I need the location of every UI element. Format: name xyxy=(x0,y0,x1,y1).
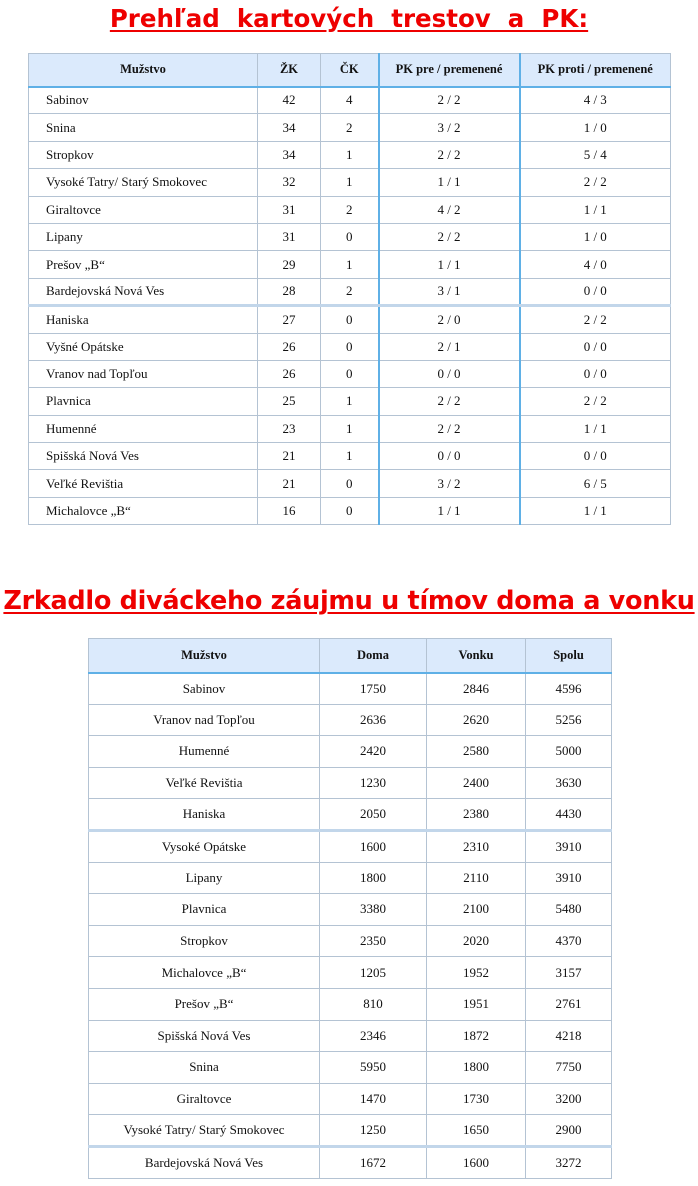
table-row xyxy=(29,87,671,114)
penalties-against-cell: 2 / 2 xyxy=(520,306,671,333)
yellow-cards-cell: 31 xyxy=(258,196,321,223)
penalties-for-cell: 2 / 2 xyxy=(379,415,520,442)
table-row xyxy=(89,862,612,894)
yellow-cards-cell: 28 xyxy=(258,278,321,305)
penalties-against-cell: 1 / 0 xyxy=(520,223,671,250)
red-cards-cell: 0 xyxy=(321,360,379,387)
yellow-cards-cell: 31 xyxy=(258,223,321,250)
penalties-against-cell: 1 / 1 xyxy=(520,196,671,223)
team-cell: Lipany xyxy=(89,862,320,894)
table-row xyxy=(29,306,671,333)
team-cell: Prešov „B“ xyxy=(29,251,258,278)
penalties-for-cell: 3 / 2 xyxy=(379,114,520,141)
penalties-against-cell: 1 / 0 xyxy=(520,114,671,141)
team-cell: Haniska xyxy=(29,306,258,333)
home-cell: 2350 xyxy=(320,925,427,957)
team-cell: Plavnica xyxy=(29,388,258,415)
table-row xyxy=(89,1146,612,1178)
header-yellow-cards: ŽK xyxy=(258,54,321,87)
penalties-for-cell: 2 / 2 xyxy=(379,87,520,114)
red-cards-cell: 0 xyxy=(321,306,379,333)
team-cell: Sabinov xyxy=(89,673,320,705)
yellow-cards-cell: 42 xyxy=(258,87,321,114)
home-cell: 2050 xyxy=(320,799,427,831)
red-cards-cell: 0 xyxy=(321,470,379,497)
header-away: Vonku xyxy=(427,639,526,673)
team-cell: Humenné xyxy=(29,415,258,442)
penalties-for-cell: 2 / 2 xyxy=(379,388,520,415)
attendance-table xyxy=(88,638,612,1179)
team-cell: Stropkov xyxy=(29,141,258,168)
away-cell: 1650 xyxy=(427,1115,526,1147)
penalties-for-cell: 4 / 2 xyxy=(379,196,520,223)
penalties-for-cell: 0 / 0 xyxy=(379,360,520,387)
team-cell: Veľké Revištia xyxy=(89,767,320,799)
penalties-against-cell: 4 / 0 xyxy=(520,251,671,278)
penalties-for-cell: 2 / 2 xyxy=(379,141,520,168)
table-row xyxy=(29,251,671,278)
table-row xyxy=(29,278,671,305)
penalties-for-cell: 1 / 1 xyxy=(379,169,520,196)
yellow-cards-cell: 34 xyxy=(258,141,321,168)
yellow-cards-cell: 21 xyxy=(258,443,321,470)
red-cards-cell: 0 xyxy=(321,223,379,250)
yellow-cards-cell: 27 xyxy=(258,306,321,333)
total-cell: 5480 xyxy=(526,894,612,926)
team-cell: Humenné xyxy=(89,736,320,768)
home-cell: 2346 xyxy=(320,1020,427,1052)
total-cell: 3910 xyxy=(526,862,612,894)
header-total: Spolu xyxy=(526,639,612,673)
table-row xyxy=(89,704,612,736)
team-cell: Stropkov xyxy=(89,925,320,957)
team-cell: Vysoké Tatry/ Starý Smokovec xyxy=(29,169,258,196)
total-cell: 3630 xyxy=(526,767,612,799)
total-cell: 4596 xyxy=(526,673,612,705)
away-cell: 2020 xyxy=(427,925,526,957)
table-row xyxy=(29,470,671,497)
home-cell: 5950 xyxy=(320,1052,427,1084)
table-row xyxy=(29,141,671,168)
cards-title: Prehľad kartových trestov a PK: xyxy=(109,4,589,33)
header-team: Mužstvo xyxy=(89,639,320,673)
red-cards-cell: 1 xyxy=(321,388,379,415)
total-cell: 2900 xyxy=(526,1115,612,1147)
total-cell: 3910 xyxy=(526,830,612,862)
away-cell: 2400 xyxy=(427,767,526,799)
red-cards-cell: 1 xyxy=(321,415,379,442)
red-cards-cell: 2 xyxy=(321,196,379,223)
penalties-against-cell: 2 / 2 xyxy=(520,388,671,415)
table-row xyxy=(89,1020,612,1052)
team-cell: Bardejovská Nová Ves xyxy=(29,278,258,305)
table-row xyxy=(29,443,671,470)
penalties-against-cell: 0 / 0 xyxy=(520,278,671,305)
table-row xyxy=(29,415,671,442)
team-cell: Snina xyxy=(29,114,258,141)
away-cell: 2620 xyxy=(427,704,526,736)
table-row xyxy=(89,925,612,957)
table-row xyxy=(89,736,612,768)
total-cell: 4430 xyxy=(526,799,612,831)
yellow-cards-cell: 29 xyxy=(258,251,321,278)
red-cards-cell: 0 xyxy=(321,497,379,524)
penalties-for-cell: 1 / 1 xyxy=(379,251,520,278)
penalties-for-cell: 3 / 2 xyxy=(379,470,520,497)
team-cell: Prešov „B“ xyxy=(89,988,320,1020)
table-row xyxy=(89,1115,612,1147)
red-cards-cell: 2 xyxy=(321,278,379,305)
red-cards-cell: 1 xyxy=(321,169,379,196)
header-home: Doma xyxy=(320,639,427,673)
table-row xyxy=(29,360,671,387)
away-cell: 2580 xyxy=(427,736,526,768)
table-row xyxy=(89,988,612,1020)
table-row xyxy=(89,673,612,705)
penalties-against-cell: 1 / 1 xyxy=(520,497,671,524)
home-cell: 1250 xyxy=(320,1115,427,1147)
table-row xyxy=(89,957,612,989)
table-row xyxy=(89,1083,612,1115)
team-cell: Giraltovce xyxy=(89,1083,320,1115)
home-cell: 1205 xyxy=(320,957,427,989)
penalties-for-cell: 0 / 0 xyxy=(379,443,520,470)
home-cell: 1470 xyxy=(320,1083,427,1115)
away-cell: 2100 xyxy=(427,894,526,926)
away-cell: 2846 xyxy=(427,673,526,705)
table-row xyxy=(29,223,671,250)
away-cell: 1872 xyxy=(427,1020,526,1052)
yellow-cards-cell: 26 xyxy=(258,360,321,387)
team-cell: Lipany xyxy=(29,223,258,250)
table-row xyxy=(89,799,612,831)
away-cell: 2110 xyxy=(427,862,526,894)
away-cell: 2310 xyxy=(427,830,526,862)
yellow-cards-cell: 25 xyxy=(258,388,321,415)
home-cell: 1750 xyxy=(320,673,427,705)
total-cell: 3272 xyxy=(526,1146,612,1178)
total-cell: 5256 xyxy=(526,704,612,736)
total-cell: 4370 xyxy=(526,925,612,957)
total-cell: 4218 xyxy=(526,1020,612,1052)
total-cell: 2761 xyxy=(526,988,612,1020)
total-cell: 3157 xyxy=(526,957,612,989)
penalties-against-cell: 4 / 3 xyxy=(520,87,671,114)
home-cell: 1672 xyxy=(320,1146,427,1178)
table-row xyxy=(29,196,671,223)
home-cell: 3380 xyxy=(320,894,427,926)
attendance-title: Zrkadlo diváckeho záujmu u tímov doma a vonku xyxy=(3,586,695,616)
red-cards-cell: 1 xyxy=(321,251,379,278)
total-cell: 5000 xyxy=(526,736,612,768)
home-cell: 1800 xyxy=(320,862,427,894)
yellow-cards-cell: 32 xyxy=(258,169,321,196)
away-cell: 1951 xyxy=(427,988,526,1020)
yellow-cards-cell: 26 xyxy=(258,333,321,360)
table-row xyxy=(29,388,671,415)
attendance-header-row xyxy=(89,639,612,673)
team-cell: Michalovce „B“ xyxy=(89,957,320,989)
table-row xyxy=(29,169,671,196)
header-penalties-against: PK proti / premenené xyxy=(520,54,671,87)
penalties-for-cell: 2 / 2 xyxy=(379,223,520,250)
away-cell: 1952 xyxy=(427,957,526,989)
penalties-for-cell: 3 / 1 xyxy=(379,278,520,305)
header-team: Mužstvo xyxy=(29,54,258,87)
team-cell: Plavnica xyxy=(89,894,320,926)
yellow-cards-cell: 21 xyxy=(258,470,321,497)
cards-table xyxy=(28,53,671,525)
away-cell: 2380 xyxy=(427,799,526,831)
team-cell: Vranov nad Topľou xyxy=(29,360,258,387)
away-cell: 1730 xyxy=(427,1083,526,1115)
total-cell: 7750 xyxy=(526,1052,612,1084)
red-cards-cell: 0 xyxy=(321,333,379,360)
table-row xyxy=(29,333,671,360)
team-cell: Giraltovce xyxy=(29,196,258,223)
red-cards-cell: 2 xyxy=(321,114,379,141)
penalties-against-cell: 0 / 0 xyxy=(520,360,671,387)
red-cards-cell: 1 xyxy=(321,443,379,470)
table-row xyxy=(89,1052,612,1084)
red-cards-cell: 4 xyxy=(321,87,379,114)
home-cell: 2636 xyxy=(320,704,427,736)
table-row xyxy=(29,497,671,524)
team-cell: Haniska xyxy=(89,799,320,831)
header-penalties-for: PK pre / premenené xyxy=(379,54,520,87)
penalties-against-cell: 0 / 0 xyxy=(520,443,671,470)
cards-header-row xyxy=(29,54,671,87)
table-row xyxy=(89,830,612,862)
header-red-cards: ČK xyxy=(321,54,379,87)
team-cell: Michalovce „B“ xyxy=(29,497,258,524)
team-cell: Sabinov xyxy=(29,87,258,114)
table-row xyxy=(89,767,612,799)
team-cell: Vysoké Tatry/ Starý Smokovec xyxy=(89,1115,320,1147)
yellow-cards-cell: 23 xyxy=(258,415,321,442)
team-cell: Bardejovská Nová Ves xyxy=(89,1146,320,1178)
away-cell: 1800 xyxy=(427,1052,526,1084)
penalties-for-cell: 1 / 1 xyxy=(379,497,520,524)
home-cell: 810 xyxy=(320,988,427,1020)
home-cell: 1230 xyxy=(320,767,427,799)
penalties-for-cell: 2 / 1 xyxy=(379,333,520,360)
penalties-against-cell: 2 / 2 xyxy=(520,169,671,196)
team-cell: Vranov nad Topľou xyxy=(89,704,320,736)
total-cell: 3200 xyxy=(526,1083,612,1115)
penalties-against-cell: 5 / 4 xyxy=(520,141,671,168)
team-cell: Vyšné Opátske xyxy=(29,333,258,360)
home-cell: 1600 xyxy=(320,830,427,862)
team-cell: Spišská Nová Ves xyxy=(89,1020,320,1052)
table-row xyxy=(29,114,671,141)
penalties-against-cell: 0 / 0 xyxy=(520,333,671,360)
home-cell: 2420 xyxy=(320,736,427,768)
table-row xyxy=(89,894,612,926)
penalties-for-cell: 2 / 0 xyxy=(379,306,520,333)
away-cell: 1600 xyxy=(427,1146,526,1178)
yellow-cards-cell: 16 xyxy=(258,497,321,524)
team-cell: Vysoké Opátske xyxy=(89,830,320,862)
team-cell: Spišská Nová Ves xyxy=(29,443,258,470)
penalties-against-cell: 6 / 5 xyxy=(520,470,671,497)
yellow-cards-cell: 34 xyxy=(258,114,321,141)
team-cell: Veľké Revištia xyxy=(29,470,258,497)
red-cards-cell: 1 xyxy=(321,141,379,168)
penalties-against-cell: 1 / 1 xyxy=(520,415,671,442)
team-cell: Snina xyxy=(89,1052,320,1084)
